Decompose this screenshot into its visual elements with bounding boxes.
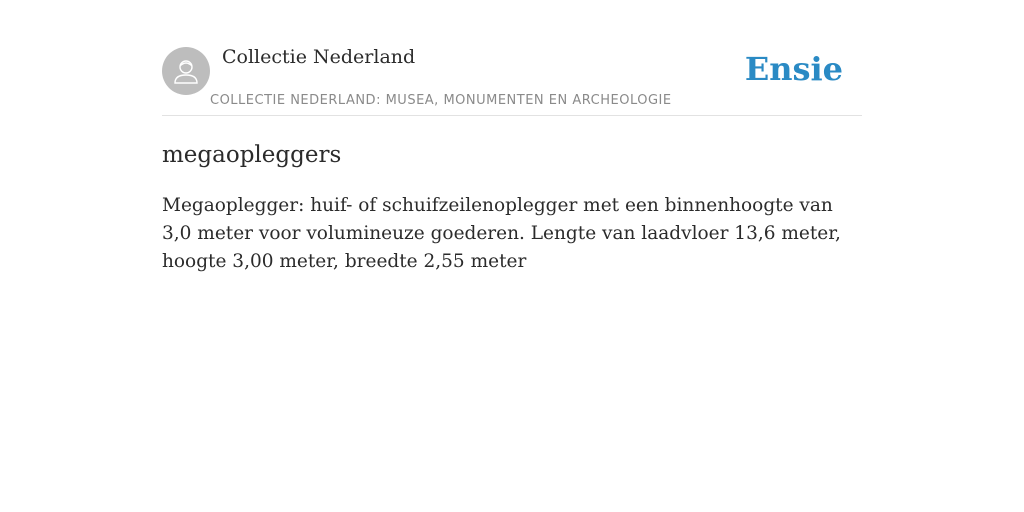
entry-header (162, 40, 862, 116)
user-icon (171, 56, 201, 86)
author-name[interactable]: Collectie Nederland (222, 46, 416, 68)
entry-term: megaopleggers (162, 142, 342, 168)
brand-logo[interactable]: Ensie (744, 50, 843, 88)
author-avatar[interactable] (162, 47, 210, 95)
entry-card (162, 40, 862, 276)
author-subtitle: COLLECTIE NEDERLAND: MUSEA, MONUMENTEN EN ARCHEOLOGIE (210, 93, 672, 108)
entry-definition: Megaoplegger: huif- of schuifzeilenoplegger met een binnenhoogte van 3,0 meter voor volumineuze goederen. Lengte van laadvloer 13,6 meter, hoogte 3,00 meter, breedte 2,55 meter (162, 195, 841, 272)
